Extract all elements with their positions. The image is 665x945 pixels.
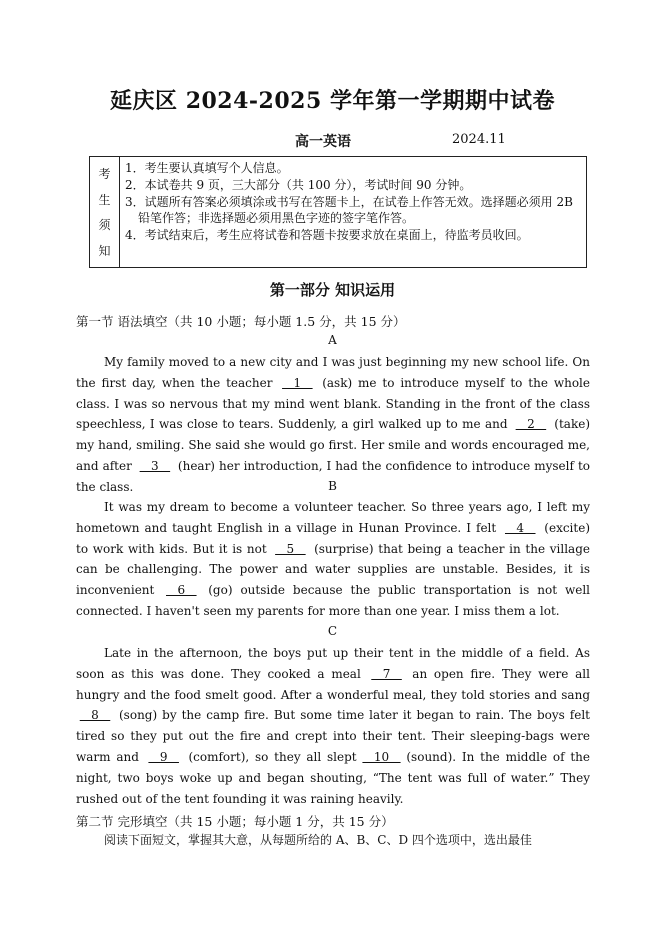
- passage-text: [76, 352, 590, 498]
- answer-blank: 5: [275, 541, 306, 556]
- passage-letter: C: [327, 624, 338, 638]
- section-heading: 第二节 完形填空（共 15 小题；每小题 1 分，共 15 分）: [76, 814, 394, 829]
- notice-label-char: 考: [98, 167, 111, 182]
- passage-segment: (take) my hand, smiling. She said she would go first. Her smile and words encouraged me, and after: [76, 417, 590, 473]
- exam-date: 2024.11: [452, 132, 506, 147]
- section-heading: 第一节 语法填空（共 10 小题；每小题 1.5 分，共 15 分）: [76, 314, 406, 329]
- notice-item: 3．试题所有答案必须填涂或书写在答题卡上，在试卷上作答无效。选择题必须用 2B 铅笔作答；非选择题必须用黑色字迹的签字笔作答。: [125, 194, 573, 226]
- passage-segment: Late in the afternoon, the boys put up their tent in the middle of a field. As soon as this was done. They cooked a meal: [76, 646, 590, 681]
- answer-blank: 6: [166, 583, 197, 598]
- notice-label-char: 生: [98, 192, 111, 207]
- notice-items: [120, 157, 586, 267]
- passage-segment: (excite) to work with kids. But it is not: [76, 520, 590, 556]
- passage-segment: It was my dream to become a volunteer teacher. So three years ago, I left my hometown and taught English in a village in Hunan Province. I felt: [76, 500, 590, 535]
- passage-text: [76, 497, 590, 622]
- passage-letter: B: [328, 479, 337, 493]
- exam-title: 延庆区 2024-2025 学年第一学期期中试卷: [110, 88, 555, 114]
- passage-letter: A: [328, 333, 337, 347]
- passage-segment: (song) by the camp fire. But some time later it began to rain. The boys felt tired so they put out the fire and crept into their tent. Their sleeping-bags were warm and: [76, 708, 590, 764]
- passage-segment: (comfort), so they all slept: [188, 749, 363, 764]
- notice-item: 1．考生要认真填写个人信息。: [125, 161, 289, 175]
- answer-blank: 7: [371, 666, 402, 681]
- answer-blank: 8: [79, 708, 111, 723]
- answer-blank: 9: [148, 749, 179, 764]
- answer-blank: 10: [362, 749, 401, 764]
- passage-segment: My family moved to a new city and I was just beginning my new school life. On the first day, when the teacher: [76, 355, 590, 390]
- notice-label-char: 须: [98, 218, 111, 233]
- section-intro: 阅读下面短文，掌握其大意，从每题所给的 A、B、C、D 四个选项中，选出最佳: [104, 833, 532, 847]
- answer-blank: 4: [504, 520, 536, 535]
- passage-segment: an open fire. They were all hungry and the food smelt good. After a wonderful meal, they told stories and sang: [76, 666, 590, 702]
- part-title: 第一部分 知识运用: [269, 281, 396, 299]
- passage-segment: (go) outside because the public transportation is not well connected. I haven't seen my parents for more than one year. I miss them a lot.: [76, 583, 591, 618]
- subject-label: 高一英语: [295, 134, 351, 150]
- passage-segment: (sound). In the middle of the night, two boys woke up and began shouting, “The tent was full of water.” They rushed out of the tent founding it was raining heavily.: [76, 749, 590, 806]
- passage-segment: (ask) me to introduce myself to the whole class. I was so nervous that my mind went blank. Standing in the front of the class speechless, I was close to tears. Suddenly, a girl walked up to me and: [76, 375, 590, 432]
- passage-text: [76, 643, 590, 809]
- passage-segment: (surprise) that being a teacher in the village can be challenging. The power and water supplies are unstable. Besides, it is inconvenient: [76, 541, 590, 598]
- answer-blank: 1: [282, 375, 313, 390]
- notice-label: [90, 157, 120, 267]
- notice-item: 2．本试卷共 9 页，三大部分（共 100 分），考试时间 90 分钟。: [125, 177, 472, 192]
- notice-label-char: 知: [98, 243, 111, 258]
- passage-segment: (hear) her introduction, I had the confidence to introduce myself to the class.: [76, 458, 591, 494]
- notice-item: 4．考试结束后，考生应将试卷和答题卡按要求放在桌面上，待监考员收回。: [125, 228, 529, 243]
- answer-blank: 3: [139, 458, 171, 473]
- answer-blank: 2: [515, 417, 547, 432]
- exam-notice-box: [89, 156, 587, 268]
